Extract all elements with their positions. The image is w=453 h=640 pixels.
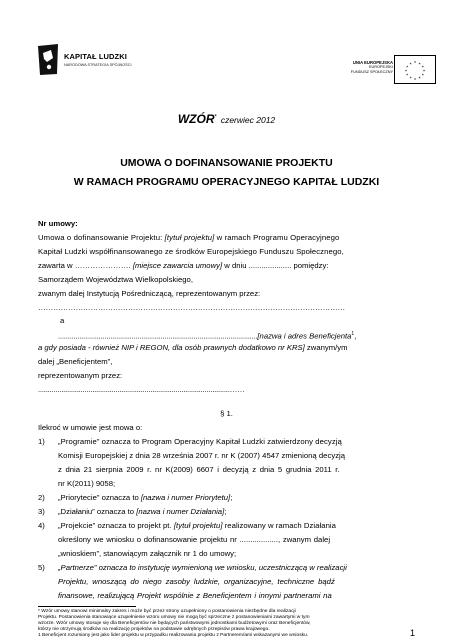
svg-text:★: ★ bbox=[418, 75, 421, 80]
kapital-ludzki-emblem-icon bbox=[38, 44, 60, 76]
logo-subtitle: NARODOWA STRATEGIA SPÓJNOŚCI bbox=[64, 63, 132, 67]
document-title-line-1: UMOWA O DOFINANSOWANIE PROJEKTU bbox=[120, 157, 333, 169]
kapital-ludzki-logo bbox=[38, 44, 158, 82]
intro-line-1-c: w ramach Programu Operacyjnego bbox=[214, 233, 340, 242]
intro-line-3 bbox=[38, 261, 329, 271]
intro-line-3-b: [miejsce zawarcia umowy] bbox=[132, 261, 223, 270]
item-4-line-2: określony we wniosku o dofinansowanie projektu nr .................., zwanym dalej bbox=[58, 535, 331, 544]
logo-title: KAPITAŁ LUDZKI bbox=[64, 52, 127, 61]
eu-flag-icon bbox=[394, 55, 436, 84]
svg-text:★: ★ bbox=[405, 64, 409, 69]
intro-line-3-a: zawarta w …………………. bbox=[38, 261, 133, 270]
intro-line-2: Kapitał Ludzki współfinansowanego ze środków Europejskiego Funduszu Społecznego, bbox=[38, 247, 344, 256]
footnote-2: Projektu. Postanowienia stanowiące uzupełnienie wzoru umowy nie mogą być sprzeczne z postanowieniami zawartymi w tym bbox=[38, 615, 310, 620]
intro-line-8-b: zwanym/ym bbox=[304, 343, 348, 352]
eu-line-3: FUNDUSZ SPOŁECZNY bbox=[350, 70, 393, 74]
item-4-line-3: „wnioskiem”, stanowiącym załącznik nr 1 do umowy; bbox=[58, 549, 237, 558]
item-3-number: 3) bbox=[38, 507, 45, 516]
item-2-text bbox=[58, 493, 232, 503]
intro-line-7-d: , bbox=[354, 331, 357, 341]
intro-line-10: reprezentowanym przez: bbox=[38, 371, 123, 380]
intro-line-1-b: [tytuł projektu] bbox=[164, 233, 215, 242]
item-3-c: ; bbox=[224, 507, 227, 516]
document-title-line-2: W RAMACH PROGRAMU OPERACYJNEGO KAPITAŁ LUDZKI bbox=[73, 176, 380, 188]
intro-line-11: ...................................................................................................…… bbox=[38, 385, 245, 394]
item-1-number: 1) bbox=[38, 437, 45, 446]
intro-line-5: zwanym dalej Instytucją Pośredniczącą, reprezentowanym przez: bbox=[38, 289, 261, 298]
footnote-5: 1 Beneficjent rozumiany jest jako lider projektu w przypadku realizowania projektu z Partnerem/ami wskazanymi we wniosku. bbox=[38, 633, 309, 638]
intro-line-8 bbox=[38, 343, 348, 353]
item-2-b: [nazwa i numer Priorytetu] bbox=[140, 493, 231, 502]
item-5-line-1 bbox=[58, 563, 347, 573]
contract-number-label: Nr umowy: bbox=[38, 219, 78, 228]
item-2-a: „Priorytecie” oznacza to bbox=[58, 493, 141, 502]
template-label: WZÓR bbox=[177, 112, 215, 126]
intro-line-1-a: Umowa o dofinansowanie Projektu: bbox=[38, 233, 165, 242]
footnote-3: wzorze. Wzór umowy stosuje się dla Beneficjentów nie będących państwowymi jednostkami budżetowymi oraz Beneficjentów, bbox=[38, 621, 311, 626]
item-1-line-4: nr K(2011) 9058; bbox=[58, 479, 116, 488]
item-1-line-1: „Programie” oznacza to Program Operacyjny Kapitał Ludzki zatwierdzony decyzją bbox=[58, 437, 342, 446]
item-5-number: 5) bbox=[38, 563, 45, 572]
item-2-number: 2) bbox=[38, 493, 45, 502]
item-5-line-1-a: „Partnerze” bbox=[58, 563, 99, 572]
eu-label bbox=[345, 60, 393, 75]
footnote-4: którzy nie otrzymują środków na realizację projektów na podstawie odrębnych przepisów prawa krajowego. bbox=[38, 627, 270, 632]
footnote-1: * Wzór umowy stanowi minimalny zakres i może być przez strony uzupełniony o postanowienia niezbędne dla realizacji bbox=[38, 609, 296, 614]
intro-line-3-c: w dniu .................... pomiędzy: bbox=[222, 261, 329, 270]
svg-text:★: ★ bbox=[421, 72, 425, 77]
eu-line-1: UNIA EUROPEJSKA bbox=[352, 60, 393, 65]
intro-line-7 bbox=[58, 329, 356, 342]
section-lead: Ilekroć w umowie jest mowa o: bbox=[38, 423, 143, 432]
item-3-text bbox=[58, 507, 226, 517]
item-5-line-2: Projektu, wnoszącą do niego zasoby ludzkie, organizacyjne, techniczne bądź bbox=[58, 577, 335, 586]
item-1-line-2: Komisji Europejskiej z dnia 28 września 2007 r. nr K (2007) 4547 zmienioną decyzją bbox=[58, 451, 346, 460]
intro-line-6: …………………………………………………………………………………………………………… bbox=[38, 303, 345, 312]
item-4-line-1 bbox=[58, 521, 336, 531]
svg-text:★: ★ bbox=[413, 77, 417, 81]
svg-text:★: ★ bbox=[418, 61, 421, 66]
template-date: czerwiec 2012 bbox=[220, 115, 276, 125]
intro-a: a bbox=[60, 316, 65, 325]
item-5-line-3: finansowe, realizującą Projekt wspólnie z Beneficjentem i innymi partnerami na bbox=[58, 591, 332, 600]
item-3-a: „Działaniu” oznacza to bbox=[58, 507, 137, 516]
intro-line-7-c: 1 bbox=[351, 331, 355, 337]
item-4-number: 4) bbox=[38, 521, 45, 530]
template-mark: * bbox=[214, 114, 217, 121]
intro-line-1 bbox=[38, 233, 339, 243]
item-4-line-1-c: realizowany w ramach Działania bbox=[222, 521, 336, 530]
item-5-line-1-b: oznacza to instytucję wymienioną we wniosku, uczestniczącą w realizacji bbox=[98, 563, 347, 572]
svg-text:★: ★ bbox=[409, 61, 412, 66]
section-heading: § 1. bbox=[220, 409, 233, 418]
footnote-separator bbox=[38, 606, 136, 607]
item-4-line-1-b: [tytuł projektu] bbox=[173, 521, 223, 530]
svg-text:★: ★ bbox=[404, 68, 408, 73]
intro-line-7-a: ....................................................................................................... bbox=[58, 331, 258, 341]
svg-text:★: ★ bbox=[409, 75, 412, 80]
intro-line-8-a: a gdy posiada - również NIP i REGON, dla osób prawnych dodatkowo nr KRS] bbox=[38, 343, 305, 352]
item-2-c: ; bbox=[230, 493, 233, 502]
item-3-b: [nazwa i numer Działania] bbox=[136, 507, 225, 516]
svg-text:★: ★ bbox=[413, 60, 417, 64]
item-1-line-3: z dnia 21 sierpnia 2009 r. nr K(2009) 6607 i decyzją z dnia 5 grudnia 2011 r. bbox=[58, 465, 340, 474]
template-heading bbox=[0, 112, 453, 126]
eu-line-2: EUROPEJSKI bbox=[368, 65, 393, 69]
svg-text:★: ★ bbox=[421, 64, 425, 69]
intro-line-7-b: [nazwa i adres Beneficjenta bbox=[257, 331, 352, 341]
item-4-line-1-a: „Projekcie” oznacza to projekt pt. bbox=[58, 521, 174, 530]
intro-line-4: Samorządem Województwa Wielkopolskiego, bbox=[38, 275, 193, 284]
svg-text:★: ★ bbox=[405, 72, 409, 77]
intro-line-9: dalej „Beneficjentem”, bbox=[38, 357, 113, 366]
svg-text:★: ★ bbox=[422, 68, 426, 73]
page-number: 1 bbox=[409, 628, 415, 638]
